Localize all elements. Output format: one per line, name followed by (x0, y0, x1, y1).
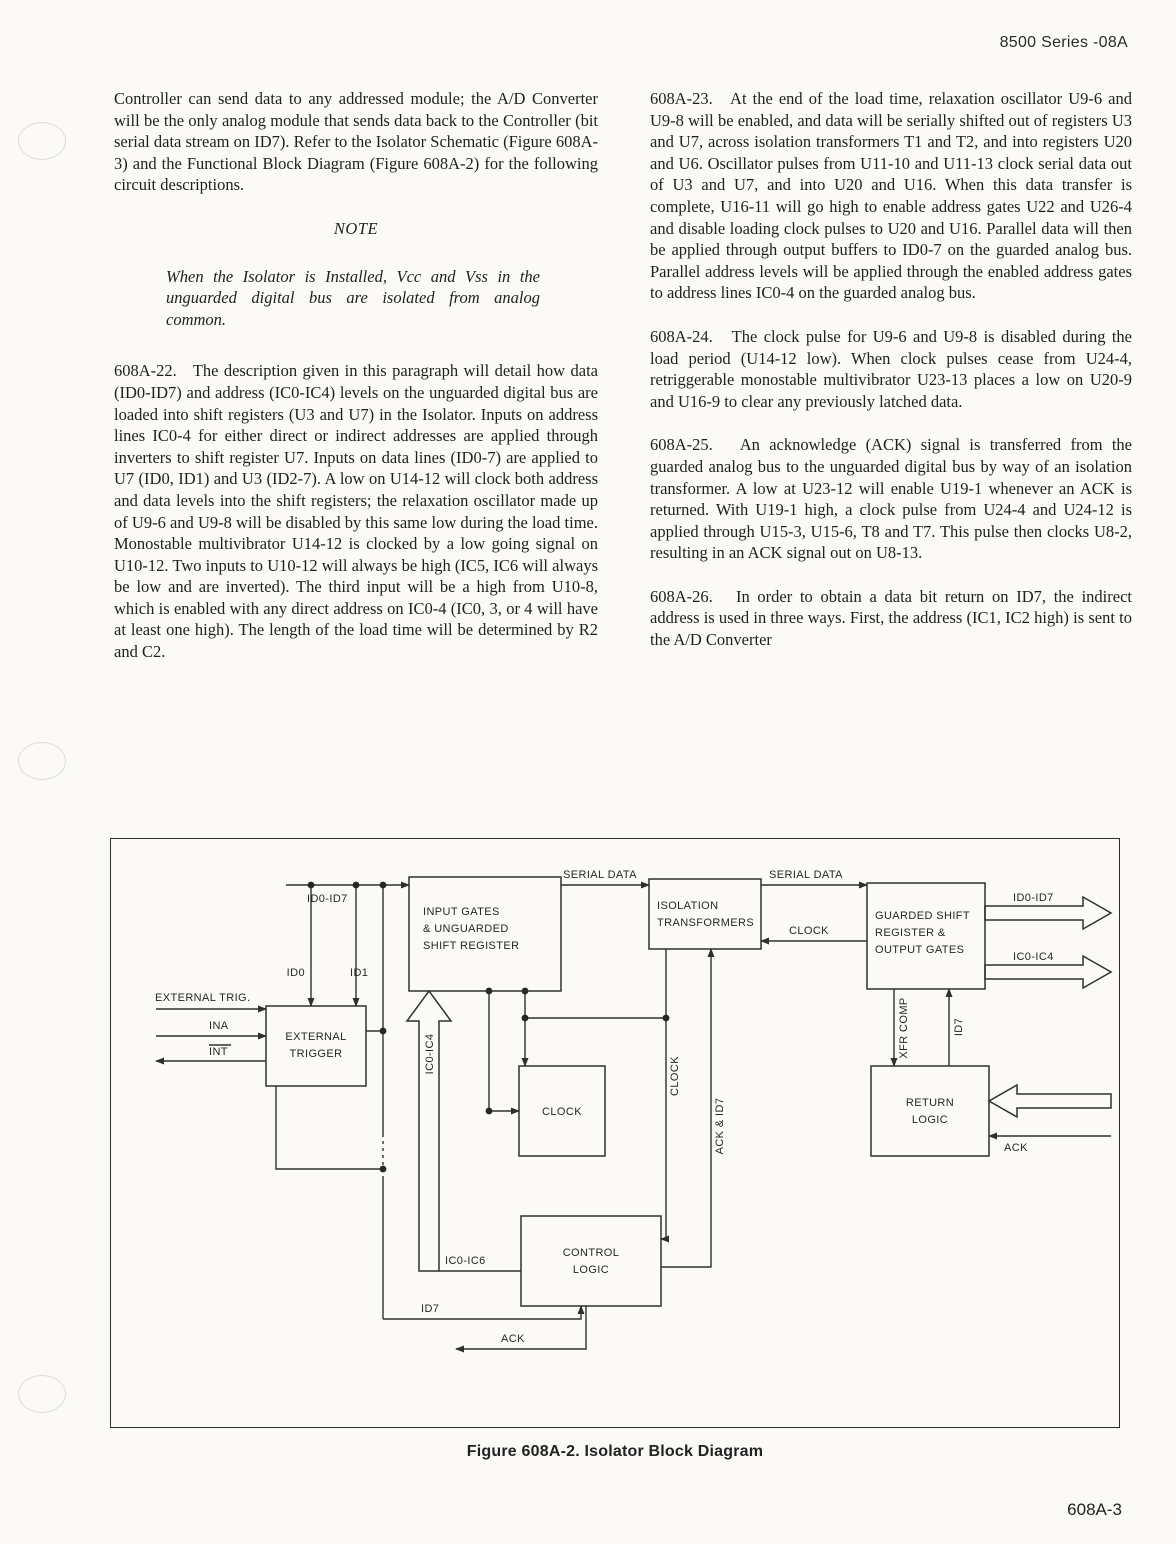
junction-dot (308, 882, 315, 889)
left-text-column (114, 88, 598, 685)
isolation-transformers-box (649, 879, 761, 949)
id0-label: ID0 (286, 967, 305, 979)
paragraph-intro: Controller can send data to any addressed module; the A/D Converter will be the only analog module that sends data back to the Controller (bit serial data stream on ID7). Refer to the Isolator Schematic (Figure 608A-3) and the Functional Block Diagram (Figure 608A-2) for the following circuit descriptions. (114, 89, 598, 195)
clock-box-label: CLOCK (542, 1106, 582, 1118)
out-ic0-ic4-label: IC0-IC4 (1013, 951, 1054, 963)
input-gates-label: SHIFT REGISTER (423, 940, 520, 952)
vert-id7-label: ID7 (953, 1017, 965, 1037)
junction-dot (353, 882, 360, 889)
guarded-shift-register-label: REGISTER & (875, 927, 946, 939)
guarded-bus-input-block-arrow (989, 1085, 1111, 1117)
serial-data-left-label: SERIAL DATA (563, 869, 637, 881)
control-logic-box (521, 1216, 661, 1306)
control-logic-label: LOGIC (572, 1264, 610, 1276)
diagram-wires (156, 885, 1111, 1349)
ack-bottom-label: ACK (501, 1333, 525, 1345)
paragraph-608a-22: 608A-22. The description given in this paragraph will detail how data (ID0-ID7) and address (IC0-IC4) levels on the unguarded digital bus are loaded into shift registers (U3 and U7) in the Isolator. Inputs on address lines IC0-4 for either direct or indirect addresses are applied through inverters to shift register U7. Inputs on data lines (ID0-7) are applied to U7 (ID0, ID1) and U3 (ID2-7). A low on U14-12 will clock both address and data levels into the shift registers; the relaxation oscillator made up of U9-6 and U9-8 will be disabled by this same low during the load time. Monostable multivibrator U14-12 is clocked by a low going signal on U10-12. Two inputs to U10-12 will always be high (IC5, IC6 will always be low and are inverted). The third input will be a high from U10-8, which is enabled with any direct address on IC0-4 (IC0, 3, or 4 will have at least one high). The length of the load time will be determined by R2 and C2. (114, 361, 598, 662)
junction-dot (380, 1028, 387, 1035)
external-trigger-label: EXTERNAL (285, 1031, 347, 1043)
block-arrows (407, 897, 1111, 1271)
isolator-block-diagram-figure (110, 838, 1120, 1428)
hole-punch-mark (18, 122, 66, 160)
paragraph-608a-25: 608A-25. An acknowledge (ACK) signal is transferred from the guarded analog bus to the unguarded digital bus by way of an isolation transformer. A low at U23-12 will enable U19-1 whenever an ACK is returned. With U19-1 high, a clock pulse from U24-4 and U24-12 is applied through U15-3, U15-6, T8 and T7. This pulse then clocks U8-2, resulting in an ACK signal out on U8-13. (650, 435, 1132, 563)
note-heading: NOTE (333, 218, 379, 238)
junction-dot (380, 882, 387, 889)
junction-dot (522, 1015, 529, 1022)
page-header-series: 8500 Series -08A (999, 34, 1128, 51)
paragraph-608a-24: 608A-24. The clock pulse for U9-6 and U9-8 is disabled during the load period (U14-12 low). When clock pulses cease from U24-4, retriggerable monostable multivibrator U23-13 places a low on U20-9 and U16-9 to clear any previously latched data. (650, 326, 1132, 411)
note-body: When the Isolator is Installed, Vcc and Vss in the unguarded digital bus are isolated from analog common. (166, 266, 540, 329)
control-logic-label: CONTROL (562, 1247, 620, 1259)
guarded-shift-register-label: GUARDED SHIFT (875, 910, 971, 922)
ack-right-label: ACK (1004, 1142, 1028, 1154)
wire-id7-bottom (383, 1306, 581, 1319)
return-logic-label: LOGIC (911, 1114, 949, 1126)
junction-dot (663, 1015, 670, 1022)
paragraph-608a-26: 608A-26. In order to obtain a data bit return on ID7, the indirect address is used in three ways. First, the address (IC1, IC2 high) is sent to the A/D Converter (650, 586, 1132, 650)
figure-caption: Figure 608A-2. Isolator Block Diagram (466, 1443, 764, 1460)
isolation-transformers-label: TRANSFORMERS (657, 917, 755, 929)
hole-punch-mark (18, 1375, 66, 1413)
ic0-ic4-up-block-arrow (407, 991, 451, 1271)
vert-ack-id7-label: ACK & ID7 (714, 1097, 726, 1155)
isolation-transformers-label: ISOLATION (657, 900, 719, 912)
hole-punch-mark (18, 742, 66, 780)
junction-dot (486, 1108, 493, 1115)
vert-xfr-comp-label: XFR COMP (898, 997, 910, 1059)
page-number: 608A-3 (1067, 1500, 1122, 1519)
junction-dot (380, 1166, 387, 1173)
wire-gates-to-clock-left (489, 991, 519, 1111)
wire-trigger-lower-link (276, 1086, 383, 1169)
ina-label: INA (209, 1020, 229, 1032)
external-trig-label: EXTERNAL TRIG. (155, 992, 251, 1004)
input-gates-label: INPUT GATES (423, 906, 500, 918)
wire-clock-vertical (661, 949, 666, 1239)
ic0-ic6-label: IC0-IC6 (445, 1255, 486, 1267)
right-text-column (650, 88, 1132, 673)
block-diagram-svg (111, 839, 1121, 1429)
int-label: INT (209, 1046, 228, 1058)
vert-clock-label: CLOCK (669, 1056, 681, 1096)
wire-ack-id7-vertical (661, 949, 711, 1267)
return-logic-label: RETURN (905, 1097, 955, 1109)
external-trigger-box (266, 1006, 366, 1086)
bus-id0-id7-label: ID0-ID7 (307, 893, 348, 905)
clock-mid-label: CLOCK (789, 925, 829, 937)
diagram-boxes (266, 877, 989, 1306)
vert-ic0-ic4-label: IC0-IC4 (424, 1033, 436, 1075)
paragraph-608a-23: 608A-23. At the end of the load time, relaxation oscillator U9-6 and U9-8 will be enabled, and data will be serially shifted out of registers U3 and U7, across isolation transformers T1 and T2, and into registers U20 and U6. Oscillator pulses from U11-10 and U11-13 clock serial data out of U3 and U7, and into U20 and U16. When this data transfer is complete, U16-11 will go high to enable address gates U22 and U26-4 and disable loading clock pulses to U20 and U16. Parallel data will then be applied through output buffers to ID0-7 on the guarded analog bus. Parallel address levels will be applied through the enabled address gates to address lines IC0-4 on the guarded analog bus. (650, 89, 1132, 303)
serial-data-right-label: SERIAL DATA (769, 869, 843, 881)
return-logic-box (871, 1066, 989, 1156)
guarded-shift-register-label: OUTPUT GATES (875, 944, 965, 956)
external-trigger-label: TRIGGER (289, 1048, 343, 1060)
id1-label: ID1 (350, 967, 369, 979)
id7-bottom-label: ID7 (421, 1303, 440, 1315)
out-id0-id7-label: ID0-ID7 (1013, 892, 1054, 904)
input-gates-label: & UNGUARDED (423, 923, 509, 935)
